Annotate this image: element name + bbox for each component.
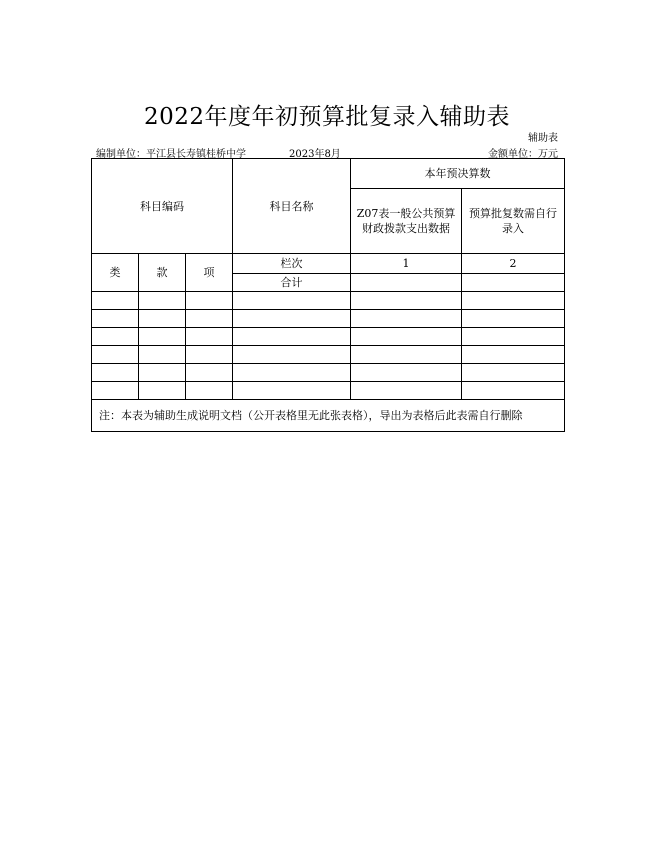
table-cell [139,292,186,310]
table-cell [139,328,186,346]
table-cell [462,328,565,346]
column-index-1: 1 [351,254,462,274]
table-cell [462,310,565,328]
column-index-label: 栏次 [233,254,351,274]
table-cell [233,328,351,346]
page-title: 2022年度年初预算批复录入辅助表 [143,104,511,130]
table-cell [139,364,186,382]
table-cell [233,310,351,328]
header-item: 项 [186,254,233,292]
total-cell [351,274,462,292]
table-cell [92,346,139,364]
table-cell [186,292,233,310]
header-subject-name: 科目名称 [233,159,351,254]
table-cell [233,292,351,310]
note-text: 注：本表为辅助生成说明文档（公开表格里无此张表格），导出为表格后此表需自行删除 [92,400,565,432]
header-approved: 预算批复数需自行录入 [462,189,565,254]
table-cell [186,364,233,382]
column-index-2: 2 [462,254,565,274]
header-class: 类 [92,254,139,292]
table-row [92,310,565,328]
header-row-1 [92,159,565,189]
table-cell [92,382,139,400]
table-row [92,346,565,364]
table-cell [233,346,351,364]
table-cell [351,364,462,382]
table-cell [462,364,565,382]
compiling-unit-text: 编制单位：平江县长寿镇桂桥中学 [96,149,246,160]
table-cell [351,310,462,328]
table-row [92,382,565,400]
table-cell [351,328,462,346]
table-cell [233,364,351,382]
aux-table-label: 辅助表 [528,133,558,144]
table-row [92,364,565,382]
total-label: 合计 [233,274,351,292]
table-cell [462,382,565,400]
table-cell [92,328,139,346]
table-cell [139,310,186,328]
index-row [92,254,565,274]
total-cell [462,274,565,292]
table-cell [351,292,462,310]
budget-table [91,158,565,432]
table-row [92,328,565,346]
table-cell [92,364,139,382]
table-cell [92,292,139,310]
header-z07: Z07表一般公共预算财政拨款支出数据 [351,189,462,254]
table-cell [186,382,233,400]
table-cell [139,382,186,400]
table-cell [186,328,233,346]
report-date: 2023年8月 [289,149,341,160]
table-cell [139,346,186,364]
table-cell [462,346,565,364]
table-cell [233,382,351,400]
table-cell [186,346,233,364]
header-section: 款 [139,254,186,292]
table-cell [351,346,462,364]
table-cell [351,382,462,400]
table-row [92,292,565,310]
money-unit: 金额单位：万元 [488,149,558,160]
header-budget-group: 本年预决算数 [351,159,565,189]
header-subject-code: 科目编码 [92,159,233,254]
table-cell [92,310,139,328]
note-row [92,400,565,432]
table-cell [186,310,233,328]
table-cell [462,292,565,310]
